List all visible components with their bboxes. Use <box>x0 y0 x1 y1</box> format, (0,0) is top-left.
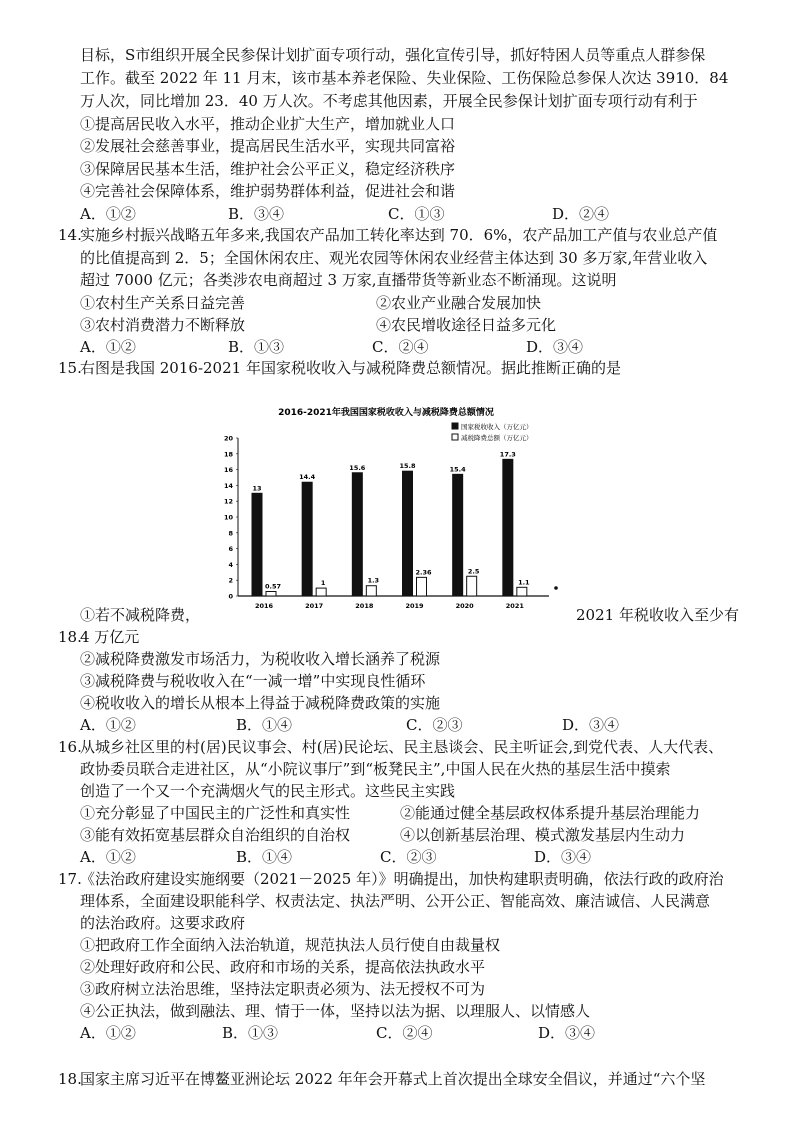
q14-option-d: D．③④ <box>526 338 584 356</box>
q18-number: 18. <box>58 1070 82 1088</box>
x-tick-label: 2016 <box>254 602 274 610</box>
q15-item-1-cont: 4 万亿元 <box>80 628 140 646</box>
q13-option-d: D．②④ <box>552 205 610 223</box>
q16-text-line-3: 创造了一个又一个充满烟火气的民主形式。这些民主实践 <box>80 782 456 800</box>
q13-option-c: C．①③ <box>388 205 445 223</box>
q14-text-line-3: 超过 7000 亿元；各类涉农电商超过 3 万家,直播带货等新业态不断涌现。这说明 <box>80 271 617 289</box>
q15-item-2: ②减税降费激发市场活力，为税收收入增长涵养了税源 <box>80 650 441 668</box>
q16-option-c: C．②③ <box>380 848 437 866</box>
data-label-tax-cut: 0.57 <box>264 582 282 591</box>
q17-item-4: ④公正执法，做到融法、理、情于一体，坚持以法为据、以理服人、以情感人 <box>80 1002 591 1020</box>
data-label-tax-revenue: 15.6 <box>349 463 366 472</box>
q15-option-a: A．①② <box>80 716 136 734</box>
y-tick-label: 12 <box>223 497 233 506</box>
q13-item-2: ②发展社会慈善事业，提高居民生活水平，实现共同富裕 <box>80 137 456 155</box>
legend-swatch-tax-cut <box>452 434 458 440</box>
y-tick-label: 4 <box>228 560 233 569</box>
y-tick-label: 8 <box>228 529 233 538</box>
q14-item-4: ④农民增收途径日益多元化 <box>376 316 557 334</box>
q15-text-line: 右图是我国 2016-2021 年国家税收收入与减税降费总额情况。据此推断正确的是 <box>80 359 621 377</box>
y-tick-label: 18 <box>223 450 233 459</box>
y-tick-label: 0 <box>228 592 233 601</box>
bar-tax-revenue <box>252 493 262 596</box>
q13-option-a: A．①② <box>80 205 136 223</box>
bar-tax-cut <box>517 587 527 596</box>
q13-item-3: ③保障居民基本生活，维护社会公平正义，稳定经济秩序 <box>80 160 456 178</box>
data-label-tax-revenue: 17.3 <box>499 450 516 459</box>
data-label-tax-revenue: 13 <box>252 484 262 493</box>
q17-number: 17. <box>58 870 82 888</box>
q17-item-2: ②处理好政府和公民、政府和市场的关系，提高依法执政水平 <box>80 958 486 976</box>
q17-item-3: ③政府树立法治思维，坚持法定职责必须为、法无授权不可为 <box>80 980 486 998</box>
q17-text-line-1: 《法治政府建设实施纲要（2021－2025 年）》明确提出，加快构建职责明确，依法行政的政府治 <box>80 870 724 888</box>
q13-text-line-2: 工作。截至 2022 年 11 月末，该市基本养老保险、失业保险、工伤保险总参保人次达 3910．84 <box>80 69 729 87</box>
data-label-tax-cut: 1.3 <box>367 576 380 585</box>
data-label-tax-cut: 2.36 <box>415 568 432 577</box>
q16-text-line-2: 政协委员联合走进社区，从“小院议事厅”到“板凳民主”,中国人民在火热的基层生活中摸索 <box>80 760 671 778</box>
q13-item-4: ④完善社会保障体系，维护弱势群体利益，促进社会和谐 <box>80 182 456 200</box>
q14-option-b: B．①③ <box>228 338 285 356</box>
q14-item-3: ③农村消费潜力不断释放 <box>80 316 246 334</box>
legend-swatch-tax-revenue <box>452 423 458 429</box>
bar-tax-cut <box>467 576 477 596</box>
q16-item-4: ④以创新基层治理、模式激发基层内生动力 <box>400 826 686 844</box>
q16-item-2: ②能通过健全基层政权体系提升基层治理能力 <box>400 804 701 822</box>
bar-tax-revenue <box>453 474 463 596</box>
bar-tax-cut <box>316 588 326 596</box>
q18-text-line: 国家主席习近平在博鳌亚洲论坛 2022 年年会开幕式上首次提出全球安全倡议，并通过“六个坚 <box>80 1070 706 1088</box>
q14-number: 14. <box>58 226 82 244</box>
x-tick-label: 2017 <box>305 602 324 610</box>
q16-item-1: ①充分彰显了中国民主的广泛性和真实性 <box>80 804 351 822</box>
x-tick-label: 2018 <box>355 602 374 610</box>
q17-text-line-3: 的法治政府。这要求政府 <box>80 914 246 932</box>
q14-text-line-1: 实施乡村振兴战略五年多来,我国农产品加工转化率达到 70．6%，农产品加工产值与农业总产值 <box>80 226 718 244</box>
q14-option-a: A．①② <box>80 338 136 356</box>
y-tick-label: 20 <box>223 434 233 443</box>
bar-tax-revenue <box>503 459 513 596</box>
q17-item-1: ①把政府工作全面纳入法治轨道，规范执法人员行使自由裁量权 <box>80 936 501 954</box>
q17-option-a: A．①② <box>80 1024 136 1042</box>
x-tick-label: 2019 <box>405 602 424 610</box>
q15-option-d: D．③④ <box>562 716 620 734</box>
chart-title: 2016-2021年我国国家税收收入与减税降费总额情况 <box>278 408 494 418</box>
q16-option-b: B．①④ <box>236 848 293 866</box>
data-label-tax-cut: 1.1 <box>518 578 530 587</box>
q16-item-3: ③能有效拓宽基层群众自治组织的自治权 <box>80 826 351 844</box>
y-tick-label: 10 <box>223 513 233 522</box>
legend-label-tax-cut: 减税降费总额（万亿元） <box>461 434 533 442</box>
q16-text-line-1: 从城乡社区里的村(居)民议事会、村(居)民论坛、民主恳谈会、民主听证会,到党代表、人大代表、 <box>80 738 724 756</box>
q13-text-line-3: 万人次，同比增加 23．40 万人次。不考虑其他因素，开展全民参保计划扩面专项行动有利于 <box>80 92 698 110</box>
q17-option-d: D．③④ <box>538 1024 596 1042</box>
bar-tax-revenue <box>352 473 362 596</box>
bar-tax-cut <box>266 591 276 596</box>
y-tick-label: 14 <box>223 481 233 490</box>
q17-option-c: C．②④ <box>376 1024 433 1042</box>
q13-item-1: ①提高居民收入水平，推动企业扩大生产，增加就业人口 <box>80 115 456 133</box>
q14-option-c: C．②④ <box>372 338 429 356</box>
data-label-tax-revenue: 15.4 <box>449 465 466 474</box>
q13-text-line-1: 目标，S市组织开展全民参保计划扩面专项行动，强化宣传引导，抓好特困人员等重点人群参保 <box>80 46 706 64</box>
x-tick-label: 2020 <box>455 602 474 610</box>
tax-chart <box>214 396 576 624</box>
chart-dot-mark <box>554 586 558 590</box>
y-tick-label: 6 <box>228 545 233 554</box>
q17-text-line-2: 理体系，全面建设职能科学、权责法定、执法严明、公开公正、智能高效、廉洁诚信、人民满意 <box>80 892 711 910</box>
data-label-tax-revenue: 14.4 <box>299 473 316 482</box>
q14-item-1: ①农村生产关系日益完善 <box>80 294 246 312</box>
bar-tax-cut <box>417 577 427 596</box>
q15-item-1-left: ①若不减税降费， <box>80 606 201 624</box>
q14-item-2: ②农业产业融合发展加快 <box>376 294 542 312</box>
q16-option-d: D．③④ <box>534 848 592 866</box>
y-tick-label: 16 <box>223 466 233 475</box>
q15-item-4: ④税收收入的增长从根本上得益于减税降费政策的实施 <box>80 694 441 712</box>
q15-number: 15. <box>58 359 82 377</box>
x-tick-label: 2021 <box>505 602 524 610</box>
data-label-tax-revenue: 15.8 <box>399 462 416 471</box>
q13-option-b: B．③④ <box>228 205 285 223</box>
q15-option-b: B．①④ <box>236 716 293 734</box>
y-tick-label: 2 <box>228 576 233 585</box>
q15-option-c: C．②③ <box>406 716 463 734</box>
q17-option-b: B．①③ <box>222 1024 279 1042</box>
q16-number: 16. <box>58 738 82 756</box>
bar-tax-revenue <box>403 471 413 596</box>
data-label-tax-cut: 1 <box>320 579 326 588</box>
bar-tax-cut <box>366 586 376 596</box>
q15-item-1-right: 2021 年税收收入至少有 <box>576 606 739 624</box>
q16-option-a: A．①② <box>80 848 136 866</box>
bar-tax-revenue <box>302 482 312 596</box>
q15-item-3: ③减税降费与税收收入在“一减一增”中实现良性循环 <box>80 672 426 690</box>
data-label-tax-cut: 2.5 <box>467 567 480 576</box>
q14-text-line-2: 的比值提高到 2．5；全国休闲农庄、观光农园等休闲农业经营主体达到 30 多万家,年营业收入 <box>80 249 708 267</box>
q15-stray-number: 18. <box>58 628 82 646</box>
legend-label-tax-revenue: 国家税收收入（万亿元） <box>461 423 533 431</box>
